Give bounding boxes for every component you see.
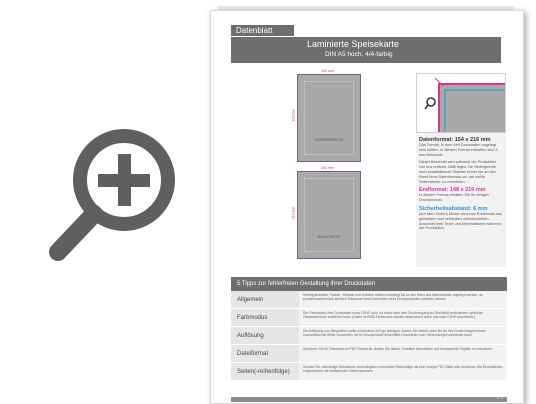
tip-text: Speichern Sie Ihr Dokument im PDF-Format ab. Achten Sie darauf, Schriften einzubetten und transparente Objekte zu reduzieren. bbox=[299, 345, 507, 362]
sheet-subtitle: DIN A5 hoch, 4/4-farbig bbox=[325, 51, 393, 58]
tip-text: Der Farbmodus Ihrer Druckdaten muss CMYK sein, da sonst nach dem Druckvorgang ein Druckbild verändertem optischen Gesamteindruck entstehen kann. (Daten im RGB-Farbmodus werden automatisch durch uns nach CMYK konvertiert.) bbox=[299, 309, 507, 326]
tip-key: Allgemein bbox=[231, 291, 299, 308]
front-width-label: 154 mm bbox=[321, 69, 334, 73]
endformat-text: In diesem Format erhalten Sie Ihr fertiges Druckprodukt. bbox=[419, 193, 489, 203]
endformat-title: Endformat: 148 x 210 mm bbox=[419, 187, 486, 194]
data-sheet bbox=[210, 10, 524, 404]
back-page-preview bbox=[297, 171, 361, 259]
tip-text: Die Auflösung von Bildgrafiken sollte mindestens 300 dpi betragen. Achten Sie darauf, dass Sie für Ihre Druckvorlagen immer hochauflösende Bilder verwenden, da Ihr Druckprodukt andernfalls Unschärfen oder Verpixelungen aufweisen kann. bbox=[299, 327, 507, 344]
tip-key: Auflösung bbox=[231, 327, 299, 344]
tips-table bbox=[231, 277, 507, 397]
zoom-in-icon[interactable] bbox=[48, 118, 188, 268]
header-bar bbox=[231, 37, 501, 63]
tips-heading: 5 Tipps zur fehlerfreien Gestaltung Ihrer Druckdaten bbox=[231, 277, 507, 291]
tip-row bbox=[231, 345, 507, 363]
beschnitt-text: Dieser Beschnitt wird während der Produktion von uns entfernt. Bitte legen Sie Hintergründe und randabfallende Objekte immer bis an den Rand Ihres Datenformats an, um weiße Seitenränder zu vermeiden. bbox=[419, 160, 497, 184]
back-width-label: 154 mm bbox=[321, 166, 334, 170]
sicherheit-title: Sicherheitsabstand: 6 mm bbox=[419, 205, 488, 212]
header-tab: Datenblatt bbox=[231, 25, 294, 36]
corner-detail bbox=[416, 73, 506, 133]
page-number: 1 / 1 bbox=[496, 396, 503, 400]
front-page-label: VORDERSEITE bbox=[314, 137, 344, 142]
tip-row bbox=[231, 309, 507, 327]
sheet-title: Laminierte Speisekarte bbox=[307, 39, 400, 49]
datenformat-title: Datenformat: 154 x 216 mm bbox=[419, 137, 491, 143]
tip-row bbox=[231, 327, 507, 345]
front-page-preview bbox=[297, 74, 361, 162]
format-info-panel bbox=[416, 133, 506, 267]
tip-text: Hintergrundbilder, Farben, Verläufe und Grafiken sollten unbedingt bis an den Rand des Datenformats angelegt werden, da produktionstechnisch kleinere Toleranzen beim Schneiden Ihres Druckproduktes auftreten können. bbox=[299, 291, 507, 308]
tip-key: Seiten(-reihenfolge) bbox=[231, 363, 299, 380]
tip-key: Farbmodus bbox=[231, 309, 299, 326]
tip-row bbox=[231, 363, 507, 381]
tip-row bbox=[231, 291, 507, 309]
back-page-label: RÜCKSEITE bbox=[317, 234, 341, 239]
tip-text: Senden Sie mehrseitige Dokumente chronologisch in korrekter Reihenfolge als eine einzige PDF-Datei oder benennen Sie Einzeldateien entsprechend mit fortlaufenden Seitennummern. bbox=[299, 363, 507, 380]
footer-bar bbox=[231, 397, 507, 402]
tip-key: Dateiformat bbox=[231, 345, 299, 362]
datenformat-text: Das Format, in dem Ihre Druckdaten angelegt sein sollten. In diesem Format enthalten sind 3 mm Beschnitt. bbox=[419, 143, 498, 157]
sicherheit-text: (auf allen Seiten) Dieser wird vom Endformat aus gemessen und verhindert unerwünschten Anschnitt Ihrer Texte und Informationen während der Produktion. bbox=[419, 211, 502, 231]
back-height-label: 216 mm bbox=[291, 206, 296, 220]
front-height-label: 216 mm bbox=[291, 108, 296, 122]
